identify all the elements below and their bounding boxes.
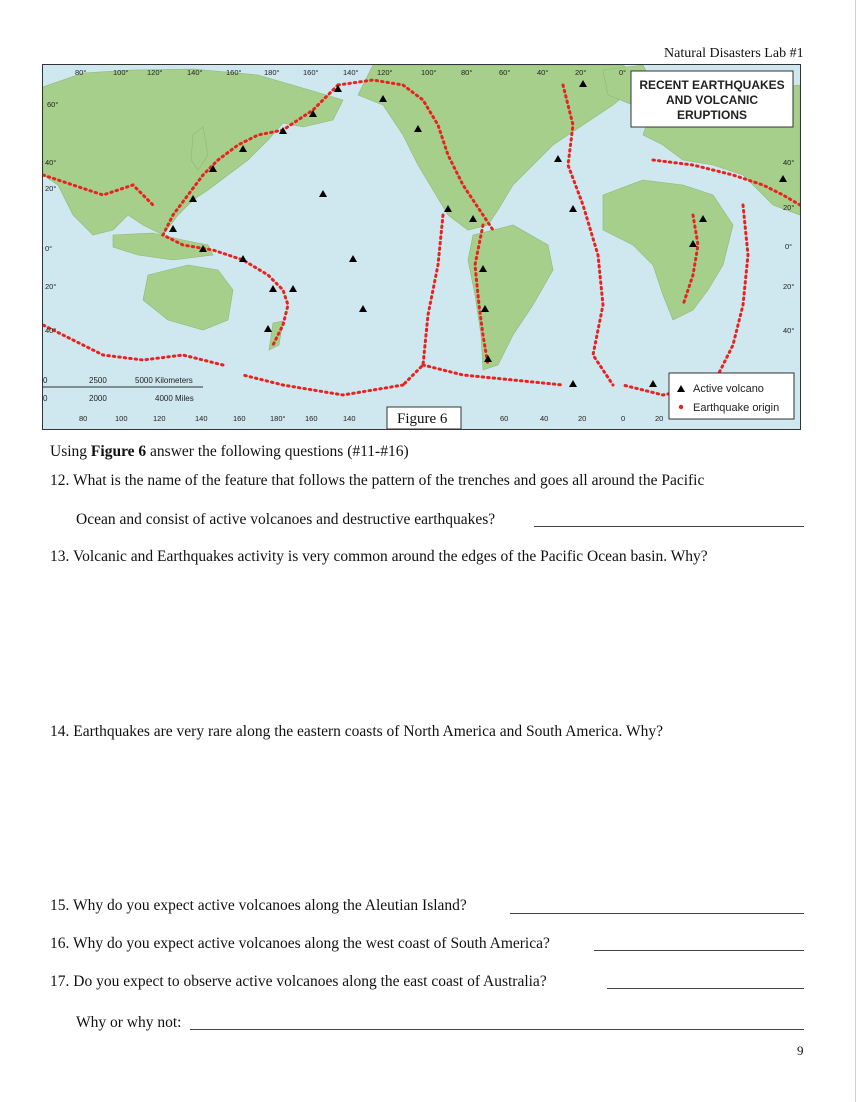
lat-label-right: 20°: [783, 282, 795, 291]
question-17: 17. Do you expect to observe active volcanoes along the east coast of Australia?: [50, 973, 547, 990]
page-number: 9: [797, 1043, 804, 1058]
top-lon-label: 100°: [421, 68, 437, 77]
bottom-lon-label: 160: [233, 414, 246, 423]
document-header: Natural Disasters Lab #1: [664, 46, 804, 61]
bottom-lon-label: 160: [305, 414, 318, 423]
top-lon-label: 60°: [499, 68, 511, 77]
top-lon-label: 160°: [303, 68, 319, 77]
lat-label-left: 40°: [45, 326, 57, 335]
map-title-line3: ERUPTIONS: [676, 108, 748, 122]
top-lon-label: 160°: [226, 68, 242, 77]
answer-line-15[interactable]: [510, 913, 804, 914]
intro-line: Using Figure 6 answer the following questions (#11-#16): [50, 443, 409, 460]
bottom-lon-label: 80: [79, 414, 88, 423]
question-17-followup: Why or why not:: [76, 1014, 182, 1031]
scale-mi-start: 2000: [89, 394, 107, 403]
bottom-lon-label: 20: [655, 414, 664, 423]
bottom-lon-label: 60: [500, 414, 509, 423]
figure-label: Figure 6: [397, 411, 448, 427]
figure-reference: Figure 6: [90, 443, 147, 460]
scale-mi-label: 4000 Miles: [155, 394, 194, 403]
scale-zero: 0: [43, 394, 48, 403]
lat-label-right: 20°: [783, 203, 795, 212]
map-title-line2: AND VOLCANIC: [666, 93, 758, 107]
lat-label-left: 0°: [45, 244, 53, 253]
map-title-line1: RECENT EARTHQUAKES: [639, 78, 785, 92]
bottom-lon-label: 0: [621, 414, 626, 423]
top-lon-label: 80°: [75, 68, 87, 77]
scale-zero: 0: [43, 376, 48, 385]
top-lon-label: 180°: [264, 68, 280, 77]
top-lon-label: 100°: [113, 68, 129, 77]
legend-earthquake-label: Earthquake origin: [693, 402, 780, 414]
figure-label-box: [387, 407, 461, 429]
scale-km-start: 2500: [89, 376, 107, 385]
lat-label-right: 0°: [785, 242, 793, 251]
question-12-line2: Ocean and consist of active volcanoes and destructive earthquakes?: [76, 511, 496, 528]
answer-line-17[interactable]: [607, 988, 804, 989]
question-16: 16. Why do you expect active volcanoes along the west coast of South America?: [50, 935, 550, 952]
answer-line-12[interactable]: [534, 526, 804, 527]
bottom-lon-label: 20: [578, 414, 587, 423]
legend-earthquake-icon: [679, 405, 683, 409]
bottom-lon-label: 100: [115, 414, 128, 423]
page-edge: [855, 0, 856, 1102]
top-lon-label: 20°: [575, 68, 587, 77]
top-lon-label: 0°: [619, 68, 627, 77]
scale-km-label: 5000 Kilometers: [135, 376, 193, 385]
question-14: 14. Earthquakes are very rare along the eastern coasts of North America and South America. Why?: [50, 723, 664, 740]
lat-label-left: 20°: [45, 184, 57, 193]
top-lon-label: 120°: [147, 68, 163, 77]
legend-box: [669, 373, 794, 419]
top-lon-label: 140°: [187, 68, 203, 77]
top-lon-label: 120°: [377, 68, 393, 77]
answer-line-17b[interactable]: [190, 1029, 804, 1030]
lat-label-right: 40°: [783, 158, 795, 167]
top-lon-label: 140°: [343, 68, 359, 77]
map-title-box: [631, 71, 793, 127]
question-12-line1: 12. What is the name of the feature that follows the pattern of the trenches and goes all around the Pacific: [50, 472, 705, 489]
question-15: 15. Why do you expect active volcanoes along the Aleutian Island?: [50, 897, 467, 914]
lat-label-left: 40°: [45, 158, 57, 167]
top-lon-label: 40°: [537, 68, 549, 77]
bottom-lon-label: 120: [153, 414, 166, 423]
bottom-lon-label: 180°: [270, 414, 286, 423]
lat-label-left: 20°: [45, 282, 57, 291]
world-map-figure: [42, 64, 801, 430]
question-13: 13. Volcanic and Earthquakes activity is very common around the edges of the Pacific Ocean basin. Why?: [50, 548, 708, 565]
bottom-lon-label: 140: [343, 414, 356, 423]
lat-label-right: 40°: [783, 326, 795, 335]
bottom-lon-label: 140: [195, 414, 208, 423]
answer-line-16[interactable]: [594, 950, 804, 951]
lat-label-left: 60°: [47, 100, 59, 109]
legend-volcano-label: Active volcano: [693, 383, 764, 395]
top-lon-label: 80°: [461, 68, 473, 77]
bottom-lon-label: 40: [540, 414, 549, 423]
